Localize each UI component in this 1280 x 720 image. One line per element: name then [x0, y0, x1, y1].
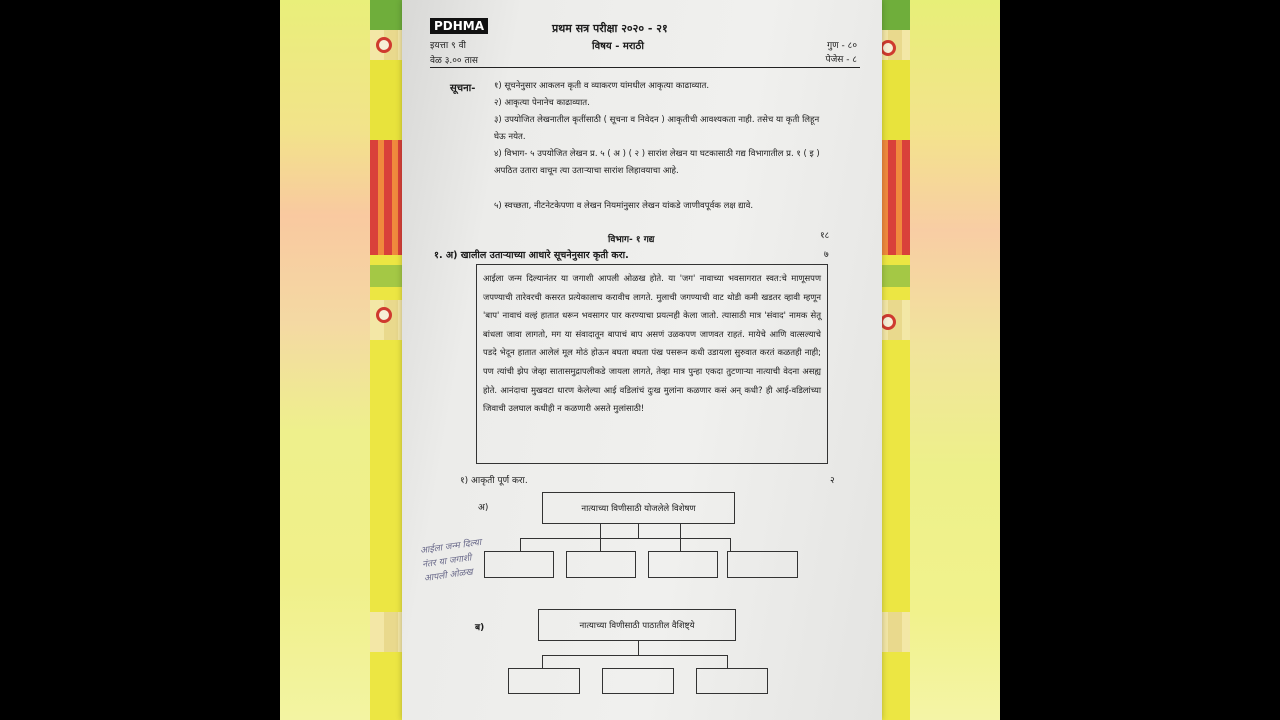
note-item: ५) स्वच्छता, नीटनेटकेपणा व लेखन नियमांनुसार लेखन यांकडे जाणीवपूर्वक लक्ष द्यावे. [494, 201, 754, 211]
diagram-b-main-box: नात्याच्या विणीसाठी पाठातील वैशिष्ट्ये [538, 609, 736, 641]
diagram-a-answer-box [648, 551, 718, 578]
connector [520, 538, 730, 539]
handwriting-line: आपली ओळख [423, 567, 474, 585]
blurred-background-right [910, 0, 1000, 720]
handwriting-line: नंतर या जगाशी [421, 553, 473, 571]
exam-time: वेळ ३.०० तास [430, 56, 479, 66]
question-marks: ७ [824, 250, 829, 260]
connector [730, 538, 731, 551]
note-item: ३) उपयोजित लेखनातील कृतींसाठी ( सूचना व निवेदन ) आकृतीची आवश्यकता नाही. तसेच या कृती लिहून घेऊ नयेत. [494, 115, 820, 142]
question-heading: १. अ) खालील उताऱ्याच्या आधारे सूचनेनुसार कृती करा. [434, 250, 629, 261]
blurred-background-left [280, 0, 370, 720]
diagram-a-main-box: नात्याच्या विणीसाठी योजलेले विशेषण [542, 492, 735, 524]
passage-box: आईला जन्म दिल्यानंतर या जगाशी आपली ओळख होते. या 'जग' नावाच्या भवसागरात स्वत:चे माणूसपण जपण्याची तारेवरची कसरत प्रत्येकालाच करावीच लागते. मुलाची जगण्याची वाट थोडी कमी खडतर व्हावी म्हणून 'बाप' नावाचं वल्हं हातात धरून भवसागर पार करण्याचा प्रयत्नही केला जातो. त्यासाठी मात्र 'संवाद' नामक सेतू बांधला जावा लागतो, मग या संवादातून बापाचं बाप असणं उळकपण जाणवत राहतं. मायेचे आणि वात्सल्याचे पडदे भेदून हातात आलेलं मूल मोठं होऊन बघता बघता पंख पसरून कधी उडायला सुरुवात करतं कळतही नाही; पण त्यांची झेप जेव्हा सातासमुद्रापलीकडे जायला लागते, तेव्हा मात्र पुन्हा एकदा तुटणाऱ्या नात्याची वेदना असह्य होते. आनंदाचा मुखवटा धारण केलेल्या आई वडिलांचं दुःख मुलांना कळणार कसं अन् कधी? ही आई-वडिलांच्या जिवाची उलघाल कधीही न कळणारी असते मुलांसाठी! [476, 264, 828, 464]
exam-paper [402, 0, 882, 720]
connector [638, 524, 639, 538]
flower-pattern-icon [880, 314, 896, 330]
handwritten-note [419, 536, 486, 586]
handwriting-line: आईला जन्म दिल्या [419, 537, 482, 557]
exam-marks: गुण - ८० [827, 41, 857, 51]
exam-pages: पेजेस - ८ [825, 55, 857, 65]
task-marks: २ [830, 476, 835, 486]
diagram-a-answer-box [566, 551, 636, 578]
diagram-a-answer-box [484, 551, 554, 578]
connector [542, 655, 543, 668]
header-rule [430, 67, 860, 68]
section-marks: १८ [820, 231, 830, 241]
exam-subject: विषय - मराठी [592, 41, 644, 52]
diagram-b-answer-box [602, 668, 674, 694]
task-a-label: अ) [478, 503, 489, 513]
badge: PDHMA [430, 18, 488, 34]
section-heading: विभाग- १ गद्य [608, 235, 655, 245]
connector [680, 524, 681, 551]
note-item: ४) विभाग- ५ उपयोजित लेखन प्र. ५ ( अ ) ( २ ) सारांश लेखन या घटकासाठी गद्य विभागातील प्र. १ ( इ ) अपठित उतारा वाचून त्या उताऱ्याचा सारांश लिहावयाचा आहे. [494, 149, 820, 176]
task-b-label: ब) [475, 623, 485, 633]
notes-heading: सूचना- [450, 83, 476, 94]
connector [542, 655, 727, 656]
connector [727, 655, 728, 668]
connector [638, 641, 639, 655]
note-item: २) आकृत्या पेनानेच काढाव्यात. [494, 98, 590, 108]
connector [520, 538, 521, 551]
flower-pattern-icon [880, 40, 896, 56]
diagram-b-answer-box [508, 668, 580, 694]
photo-frame [370, 0, 910, 720]
connector [600, 524, 601, 551]
diagram-b-answer-box [696, 668, 768, 694]
task-instruction: १) आकृती पूर्ण करा. [460, 476, 528, 486]
note-item: १) सूचनेनुसार आकलन कृती व व्याकरण यांमधील आकृत्या काढाव्यात. [494, 81, 710, 91]
flower-pattern-icon [376, 307, 392, 323]
exam-title: प्रथम सत्र परीक्षा २०२० - २१ [552, 22, 668, 35]
exam-standard: इयत्ता ९ वी [430, 41, 466, 51]
diagram-a-answer-box [727, 551, 798, 578]
flower-pattern-icon [376, 37, 392, 53]
